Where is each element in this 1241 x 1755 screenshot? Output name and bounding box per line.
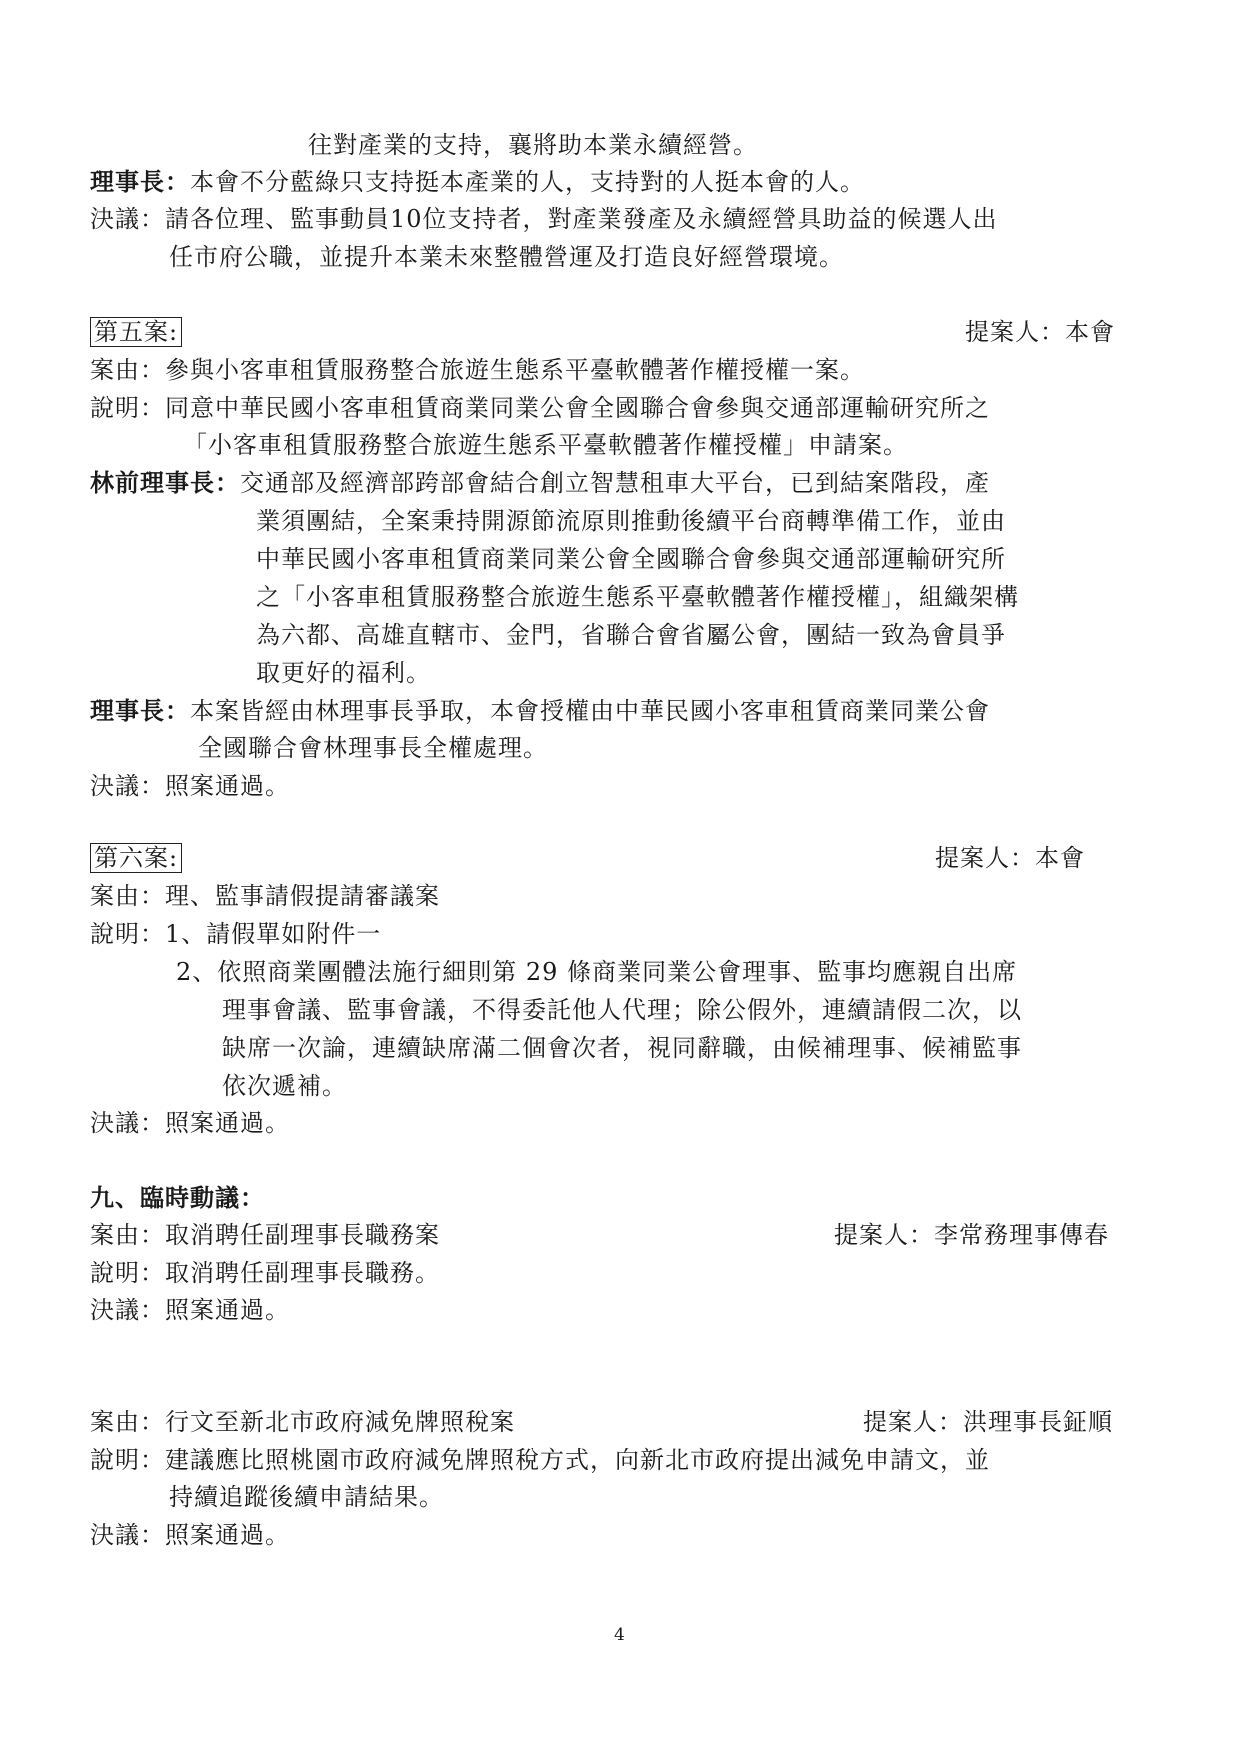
section-heading: 九、臨時動議： (90, 1183, 265, 1212)
speaker-label: 林前理事長： (90, 468, 240, 497)
case5-title-box: 第五案: (90, 317, 182, 347)
case6-resolution: 決議：照案通過。 (90, 1109, 290, 1137)
case6-desc-1: 說明：1、請假單如附件一 (90, 920, 382, 948)
case6-title-box: 第六案: (90, 843, 182, 873)
case5-chair-remark (90, 694, 990, 728)
case6-title (90, 841, 182, 875)
case5-lin-3: 中華民國小客車租賃商業同業公會全國聯合會參與交通部運輸研究所 (256, 545, 1006, 573)
case5-desc-1: 說明：同意中華民國小客車租賃商業同業公會全國聯合會參與交通部運輸研究所之 (90, 394, 990, 422)
case5-title (90, 315, 182, 349)
speaker-label: 理事長： (90, 696, 190, 725)
case5-reason: 案由：參與小客車租賃服務整合旅遊生態系平臺軟體著作權授權一案。 (90, 356, 865, 384)
motion2-desc-2: 持續追蹤後續申請結果。 (169, 1483, 444, 1511)
motion2-desc-1: 說明：建議應比照桃園市政府減免牌照稅方式，向新北市政府提出減免申請文，並 (90, 1446, 990, 1474)
motion1-proposer: 提案人：李常務理事傳春 (834, 1221, 1109, 1249)
motion2-resolution: 決議：照案通過。 (90, 1521, 290, 1549)
motion2-proposer: 提案人：洪理事長鉦順 (863, 1408, 1113, 1436)
case5-resolution: 決議：照案通過。 (90, 772, 290, 800)
case5-proposer: 提案人：本會 (965, 318, 1115, 346)
case6-desc-5: 依次遞補。 (222, 1072, 347, 1100)
case6-proposer: 提案人：本會 (935, 844, 1085, 872)
motion1-reason: 案由：取消聘任副理事長職務案 (90, 1221, 440, 1249)
case6-desc-3: 理事會議、監事會議，不得委託他人代理；除公假外，連續請假二次，以 (222, 996, 1022, 1024)
resolution-line-1 (90, 202, 998, 236)
resolution-label: 決議： (90, 205, 165, 233)
case5-lin-6: 取更好的福利。 (256, 659, 431, 687)
speaker-label: 理事長： (90, 167, 190, 196)
resolution-text: 請各位理、監事動員10位支持者，對產業發產及永續經營具助益的候選人出 (165, 205, 998, 233)
resolution-line-2: 任市府公職，並提升本業未來整體營運及打造良好經營環境。 (169, 243, 844, 271)
page-number: 4 (614, 1625, 625, 1645)
case5-lin-4: 之「小客車租賃服務整合旅遊生態系平臺軟體著作權授權」，組織架構 (256, 583, 1019, 611)
case5-lin-2: 業須團結，全案秉持開源節流原則推動後續平台商轉準備工作，並由 (256, 507, 1006, 535)
case5-lin-remark (90, 466, 990, 500)
case6-desc-2: 2、依照商業團體法施行細則第 29 條商業同業公會理事、監事均應親自出席 (176, 958, 1018, 986)
motion1-resolution: 決議：照案通過。 (90, 1296, 290, 1324)
chairman-remark (90, 165, 865, 199)
continued-text: 往對產業的支持，襄將助本業永續經營。 (308, 131, 758, 159)
case6-desc-4: 缺席一次論，連續缺席滿二個會次者，視同辭職，由候補理事、候補監事 (222, 1034, 1022, 1062)
remark-text: 本會不分藍綠只支持挺本產業的人，支持對的人挺本會的人。 (190, 168, 865, 196)
remark-text: 交通部及經濟部跨部會結合創立智慧租車大平台，已到結案階段，產 (240, 469, 990, 497)
case6-reason: 案由：理、監事請假提請審議案 (90, 882, 440, 910)
case5-chair-2: 全國聯合會林理事長全權處理。 (198, 734, 548, 762)
case5-desc-2: 「小客車租賃服務整合旅遊生態系平臺軟體著作權授權」申請案。 (183, 431, 908, 459)
remark-text: 本案皆經由林理事長爭取，本會授權由中華民國小客車租賃商業同業公會 (190, 697, 990, 725)
motion1-desc: 說明：取消聘任副理事長職務。 (90, 1259, 440, 1287)
motion2-reason: 案由：行文至新北市政府減免牌照稅案 (90, 1408, 515, 1436)
case5-lin-5: 為六都、高雄直轄市、金門，省聯合會省屬公會，團結一致為會員爭 (256, 621, 1006, 649)
